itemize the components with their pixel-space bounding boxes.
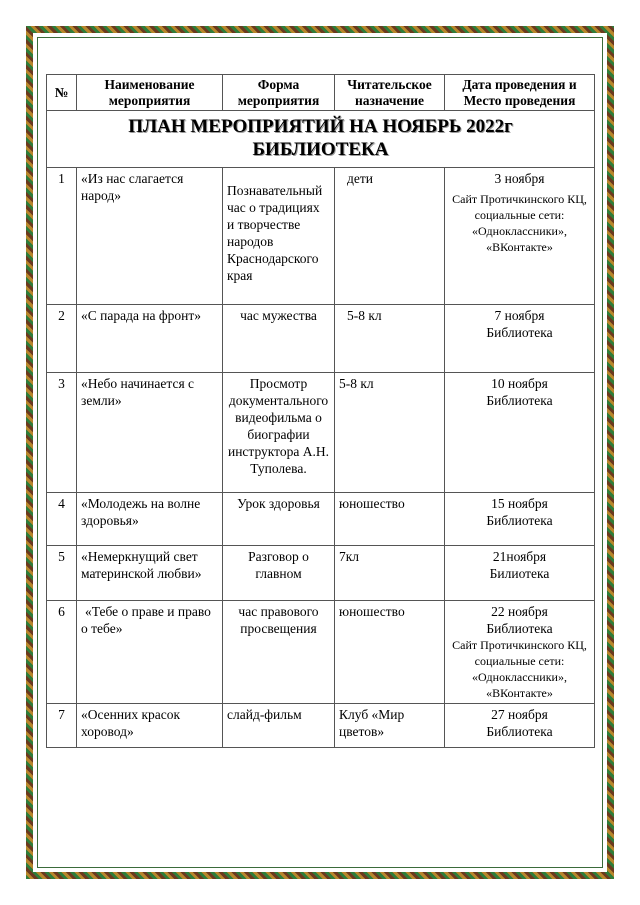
event-date-place [445, 168, 595, 305]
table-row [47, 704, 595, 748]
event-audience: дети [335, 168, 445, 305]
event-form: Просмотр документального видеофильма о биографии инструктора А.Н. Туполева. [223, 373, 335, 493]
event-form: час мужества [223, 305, 335, 373]
event-form: час правового просвещения [223, 601, 335, 704]
event-form: Урок здоровья [223, 493, 335, 546]
row-number: 4 [47, 493, 77, 546]
event-name: «Молодежь на волне здоровья» [77, 493, 223, 546]
events-plan-table [46, 74, 595, 748]
event-audience: 5-8 кл [335, 305, 445, 373]
event-name: «Немеркнущий свет материнской любви» [77, 546, 223, 601]
event-place: Библиотека [486, 513, 553, 528]
page-title [47, 111, 595, 168]
row-number: 2 [47, 305, 77, 373]
event-date-place [445, 493, 595, 546]
table-row [47, 493, 595, 546]
event-audience: юношество [335, 601, 445, 704]
event-place: Библиотека [486, 621, 553, 636]
event-date: 27 ноября [491, 707, 548, 722]
table-row [47, 305, 595, 373]
event-date-place [445, 601, 595, 704]
event-place: Библиотека [486, 325, 553, 340]
event-place: Библиотека [486, 724, 553, 739]
event-date: 10 ноября [491, 376, 548, 391]
event-name: «Из нас слагается народ» [77, 168, 223, 305]
event-date-place [445, 546, 595, 601]
event-name: «С парада на фронт» [77, 305, 223, 373]
table-row [47, 601, 595, 704]
event-date-place [445, 373, 595, 493]
table-row [47, 546, 595, 601]
event-date: 21ноября [492, 549, 547, 564]
event-audience: 5-8 кл [335, 373, 445, 493]
header-form: Форма мероприятия [223, 75, 335, 111]
event-date-place [445, 305, 595, 373]
event-audience: юношество [335, 493, 445, 546]
event-form: Разговор о главном [223, 546, 335, 601]
event-place: Билиотека [489, 566, 550, 581]
event-date-place [445, 704, 595, 748]
event-place: Сайт Протичкинского КЦ, социальные сети: «Одноклассники», «ВКонтакте» [452, 192, 587, 254]
header-name: Наименование мероприятия [77, 75, 223, 111]
event-form: слайд-фильм [223, 704, 335, 748]
table-header-row [47, 75, 595, 111]
row-number: 5 [47, 546, 77, 601]
event-date: 3 ноября [494, 171, 545, 186]
event-name: «Осенних красок хоровод» [77, 704, 223, 748]
row-number: 1 [47, 168, 77, 305]
event-name: «Небо начинается с земли» [77, 373, 223, 493]
title-line-2: БИБЛИОТЕКА [252, 139, 389, 160]
event-place: Библиотека [486, 393, 553, 408]
header-num: № [47, 75, 77, 111]
row-number: 6 [47, 601, 77, 704]
title-line-1: ПЛАН МЕРОПРИЯТИЙ НА НОЯБРЬ 2022г [128, 116, 513, 137]
event-name: «Тебе о праве и право о тебе» [77, 601, 223, 704]
event-form: Познавательный час о традициях и творчестве народов Краснодарского края [223, 168, 335, 305]
header-date-place: Дата проведения и Место проведения [445, 75, 595, 111]
row-number: 7 [47, 704, 77, 748]
event-date: 22 ноября [491, 604, 548, 619]
event-audience: 7кл [335, 546, 445, 601]
event-audience: Клуб «Мир цветов» [335, 704, 445, 748]
event-date: 15 ноября [491, 496, 548, 511]
event-date: 7 ноября [494, 308, 545, 323]
row-number: 3 [47, 373, 77, 493]
table-row [47, 168, 595, 305]
table-row [47, 373, 595, 493]
header-audience: Читательское назначение [335, 75, 445, 111]
event-place-extra: Сайт Протичкинского КЦ, социальные сети: «Одноклассники», «ВКонтакте» [452, 638, 587, 700]
